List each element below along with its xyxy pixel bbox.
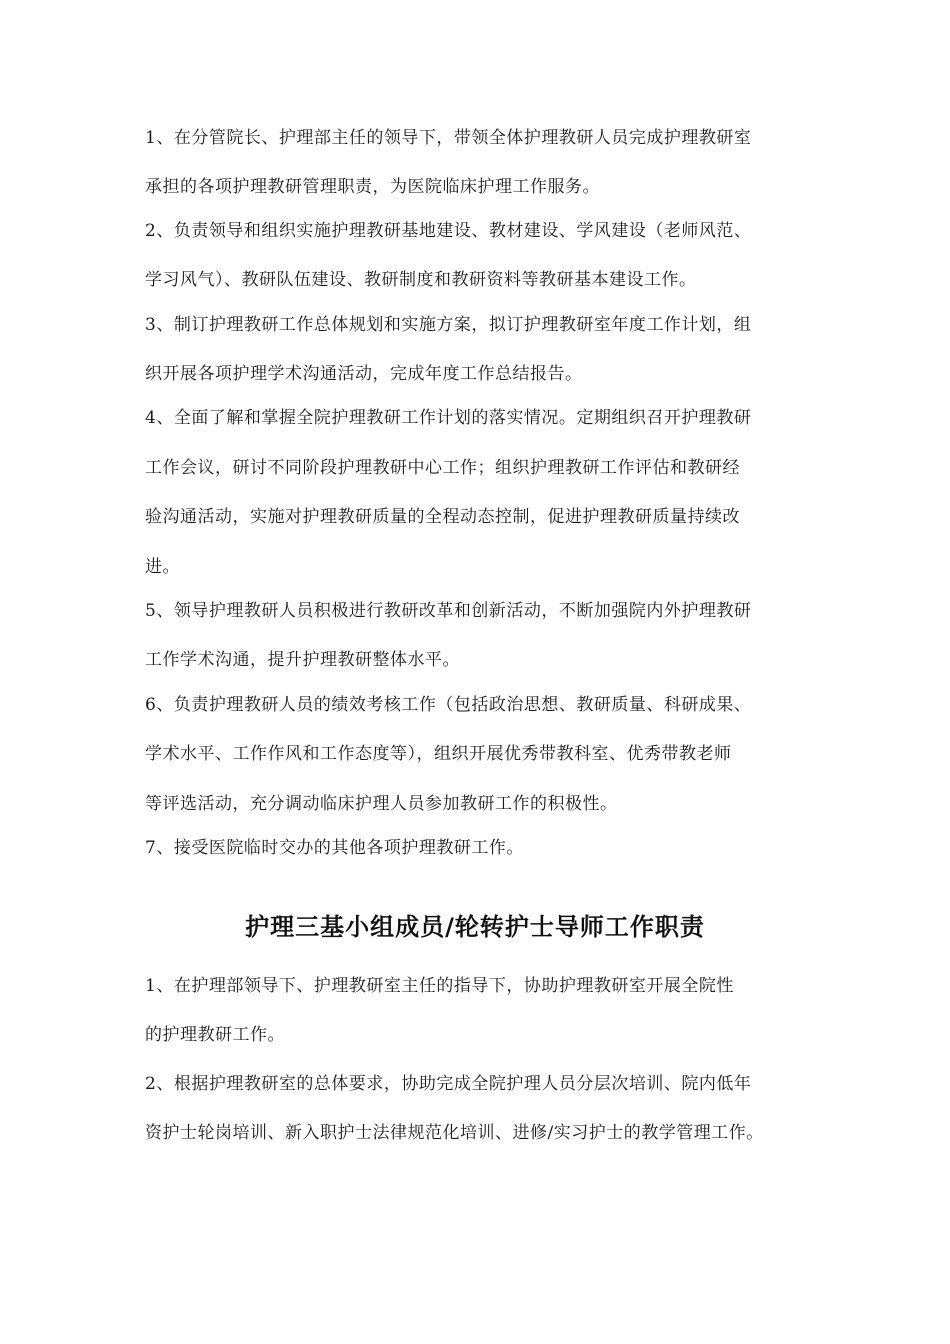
duty-line-7: 4、全面了解和掌握全院护理教研工作计划的落实情况。定期组织召开护理教研 [145, 408, 752, 428]
duty-line-1: 1、在分管院长、护理部主任的领导下，带领全体护理教研人员完成护理教研室 [145, 128, 752, 148]
duty-line-14: 学术水平、工作作风和工作态度等），组织开展优秀带教科室、优秀带教老师 [145, 744, 732, 764]
duty-line-16: 7、接受医院临时交办的其他各项护理教研工作。 [145, 838, 524, 858]
duty-line-6: 织开展各项护理学术沟通活动，完成年度工作总结报告。 [145, 364, 583, 384]
mentor-duty-line-2: 的护理教研工作。 [145, 1025, 285, 1045]
duty-line-12: 工作学术沟通，提升护理教研整体水平。 [145, 650, 460, 670]
duty-line-13: 6、负责护理教研人员的绩效考核工作（包括政治思想、教研质量、科研成果、 [145, 695, 752, 715]
duty-line-3: 2、负责领导和组织实施护理教研基地建设、教材建设、学风建设（老师风范、 [145, 221, 752, 241]
duty-line-5: 3、制订护理教研工作总体规划和实施方案，拟订护理教研室年度工作计划，组 [145, 315, 752, 335]
mentor-duty-line-3: 2、根据护理教研室的总体要求，协助完成全院护理人员分层次培训、院内低年 [145, 1074, 752, 1094]
duty-line-8: 工作会议，研讨不同阶段护理教研中心工作；组织护理教研工作评估和教研经 [145, 458, 740, 478]
duty-line-11: 5、领导护理教研人员积极进行教研改革和创新活动，不断加强院内外护理教研 [145, 601, 752, 621]
duty-line-4: 学习风气）、教研队伍建设、教研制度和教研资料等教研基本建设工作。 [145, 270, 697, 290]
mentor-duty-line-4: 资护士轮岗培训、新入职护士法律规范化培训、进修/实习护士的教学管理工作。 [145, 1123, 764, 1143]
section-heading: 护理三基小组成员/轮转护士导师工作职责 [245, 913, 705, 941]
duty-line-2: 承担的各项护理教研管理职责，为医院临床护理工作服务。 [145, 177, 600, 197]
duty-line-9: 验沟通活动，实施对护理教研质量的全程动态控制，促进护理教研质量持续改 [145, 507, 740, 527]
duty-line-15: 等评选活动，充分调动临床护理人员参加教研工作的积极性。 [145, 794, 618, 814]
duty-line-10: 进。 [145, 557, 180, 577]
mentor-duty-line-1: 1、在护理部领导下、护理教研室主任的指导下，协助护理教研室开展全院性 [145, 976, 734, 996]
